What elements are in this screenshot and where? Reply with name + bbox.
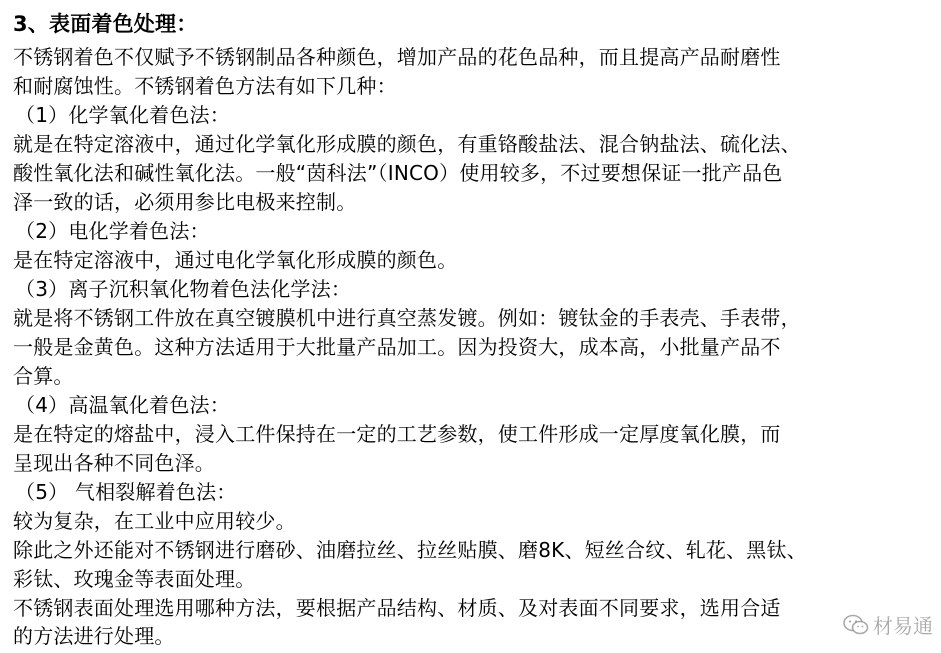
text-line-12: 合算。 [13, 364, 74, 388]
text-line-10: 就是将不锈钢工件放在真空镀膜机中进行真空蒸发镀。例如：镀钛金的手表壳、手表带， [13, 306, 801, 330]
text-line-14: 是在特定的熔盐中，浸入工件保持在一定的工艺参数，使工件形成一定厚度氧化膜，而 [13, 422, 781, 446]
text-line-20: 不锈钢表面处理选用哪种方法，要根据产品结构、材质、及对表面不同要求，选用合适 [13, 596, 781, 620]
subheading-ion-deposition: （3）离子沉积氧化物着色法化学法： [15, 277, 352, 301]
subheading-gas-phase: （5） 气相裂解着色法： [15, 480, 237, 504]
text-line-11: 一般是金黄色。这种方法适用于大批量产品加工。因为投资大，成本高，小批量产品不 [13, 335, 781, 359]
text-line-17: 较为复杂，在工业中应用较少。 [13, 509, 296, 533]
subheading-chemical-oxidation: （1）化学氧化着色法： [15, 103, 230, 127]
text-line-4: 就是在特定溶液中，通过化学氧化形成膜的颜色，有重铬酸盐法、混合钠盐法、硫化法、 [13, 132, 801, 156]
section-heading: 3、表面着色处理： [13, 12, 198, 36]
subheading-electrochemical: （2）电化学着色法： [15, 219, 210, 243]
text-line-19: 彩钛、玫瑰金等表面处理。 [13, 567, 256, 591]
text-line-21: 的方法进行处理。 [13, 624, 175, 648]
text-line-18: 除此之外还能对不锈钢进行磨砂、油磨拉丝、拉丝贴膜、磨8K、短丝合纹、轧花、黑钛、 [13, 538, 807, 562]
text-line-15: 呈现出各种不同色泽。 [13, 451, 215, 475]
text-line-2: 和耐腐蚀性。不锈钢着色方法有如下几种： [13, 74, 397, 98]
wechat-icon [843, 614, 869, 636]
text-line-1: 不锈钢着色不仅赋予不锈钢制品各种颜色，增加产品的花色品种，而且提高产品耐磨性 [13, 45, 781, 69]
text-line-5: 酸性氧化法和碱性氧化法。一般“茵科法”（INCO）使用较多，不过要想保证一批产品色 [13, 161, 783, 185]
watermark [843, 610, 933, 639]
text-line-8: 是在特定溶液中，通过电化学氧化形成膜的颜色。 [13, 248, 458, 272]
text-line-6: 泽一致的话，必须用参比电极来控制。 [13, 190, 357, 214]
watermark-text: 材易通 [873, 614, 933, 638]
subheading-high-temperature: （4）高温氧化着色法： [15, 393, 230, 417]
